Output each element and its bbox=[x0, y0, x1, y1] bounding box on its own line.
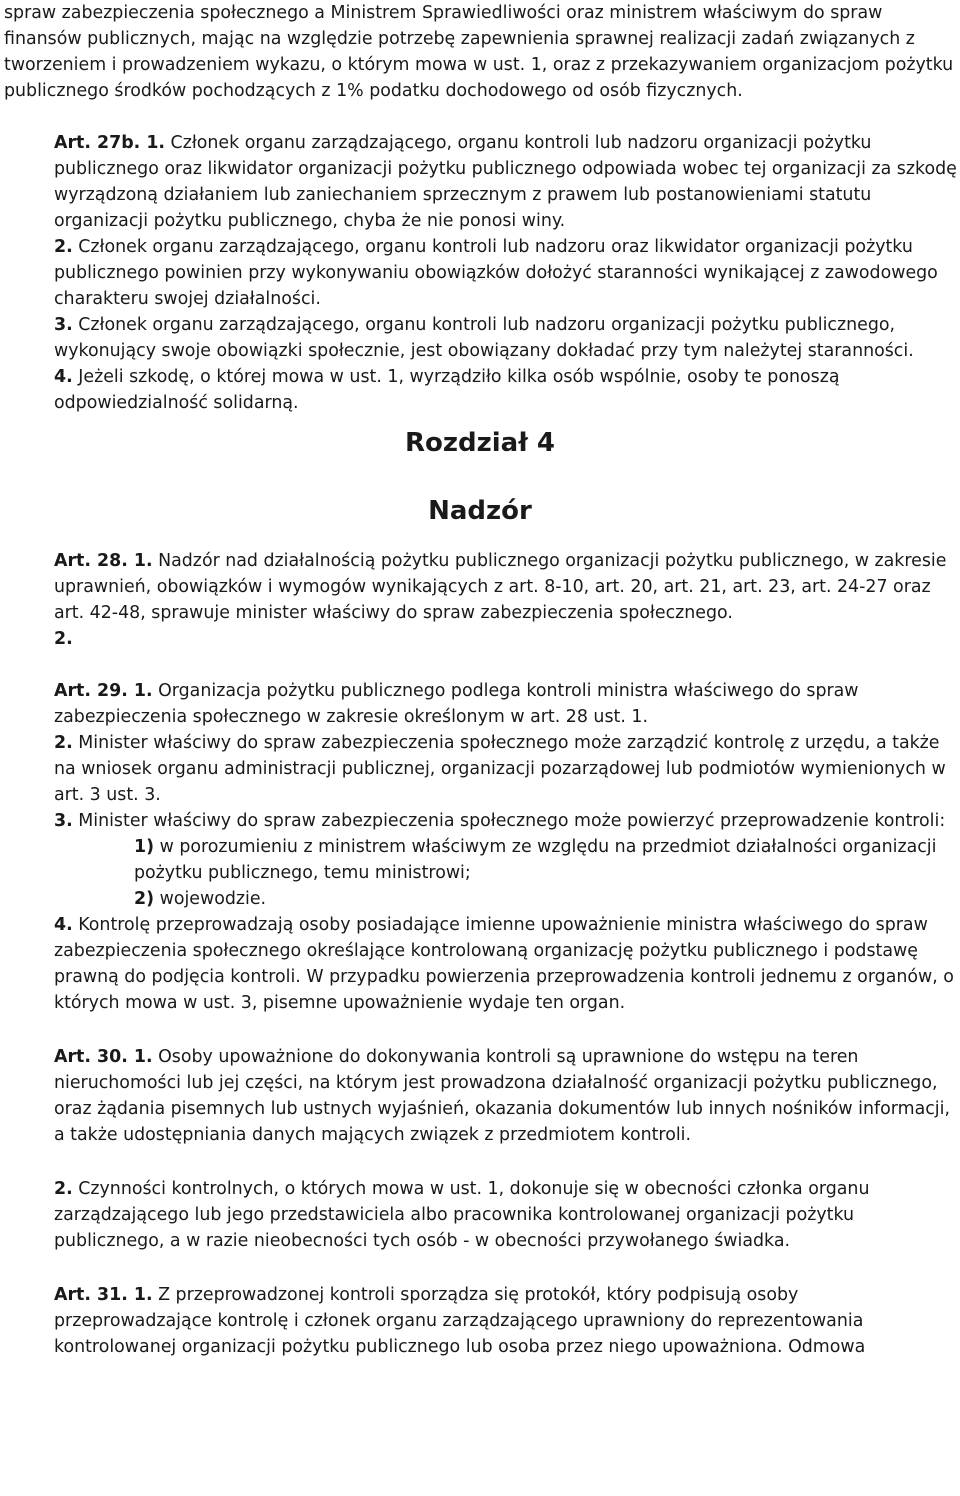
art29-item1-text: w porozumieniu z ministrem właściwym ze względu na przedmiot działalności organizacji pożytku publicznego, temu ministrowi; bbox=[134, 837, 937, 883]
art30-ust2-number: 2. bbox=[54, 1179, 73, 1199]
art30-ust1 bbox=[4, 1044, 960, 1148]
art30-ust2 bbox=[4, 1176, 960, 1254]
art29-item1-number: 1) bbox=[134, 837, 155, 857]
intro-paragraph: spraw zabezpieczenia społecznego a Ministrem Sprawiedliwości oraz ministrem właściwym do spraw finansów publicznych, mając na względzie potrzebę zapewnienia sprawnej realizacji zadań związanych z tworzeniem i prowadzeniem wykazu, o którym mowa w ust. 1, oraz z przekazywaniem organizacjom pożytku publicznego środków pochodzących z 1% podatku dochodowego od osób fizycznych. bbox=[4, 3, 954, 101]
art27b-ust2-text: Członek organu zarządzającego, organu kontroli lub nadzoru oraz likwidator organizacji pożytku publicznego powinien przy wykonywaniu obowiązków dołożyć staranności wynikającej z zawodowego charakteru swojej działalności. bbox=[54, 237, 938, 309]
art31-label: Art. 31. 1. bbox=[54, 1285, 153, 1305]
art28-label: Art. 28. 1. bbox=[54, 551, 153, 571]
chapter-number: Rozdział 4 bbox=[404, 428, 555, 458]
art28-ust1-text: Nadzór nad działalnością pożytku publicznego organizacji pożytku publicznego, w zakresie uprawnień, obowiązków i wymogów wynikających z art. 8-10, art. 20, art. 21, art. 23, art. 24-27 oraz art. 42-48, sprawuje minister właściwy do spraw zabezpieczenia społecznego. bbox=[54, 551, 947, 623]
art28-ust1 bbox=[4, 548, 960, 626]
art29-item2-number: 2) bbox=[134, 889, 155, 909]
art27b-ust2 bbox=[4, 234, 960, 312]
art29-ust1 bbox=[4, 678, 960, 730]
art29-ust4-text: Kontrolę przeprowadzają osoby posiadające imienne upoważnienie ministra właściwego do spraw zabezpieczenia społecznego określające kontrolowaną organizację pożytku publicznego i podstawę prawną do podjęcia kontroli. W przypadku powierzenia przeprowadzenia kontroli jednemu z organów, o których mowa w ust. 3, pisemne upoważnienie wydaje ten organ. bbox=[54, 915, 954, 1013]
art27b-ust3 bbox=[4, 312, 960, 364]
art29-label: Art. 29. 1. bbox=[54, 681, 153, 701]
art27b-ust3-text: Członek organu zarządzającego, organu kontroli lub nadzoru organizacji pożytku publicznego, wykonujący swoje obowiązki społecznie, jest obowiązany dokładać przy tym należytej staranności. bbox=[54, 315, 914, 361]
art29-ust3-text: Minister właściwy do spraw zabezpieczenia społecznego może powierzyć przeprowadzenie kontroli: bbox=[72, 811, 946, 831]
art31-ust1-text: Z przeprowadzonej kontroli sporządza się protokół, który podpisują osoby przeprowadzające kontrolę i członek organu zarządzającego uprawniony do reprezentowania kontrolowanej organizacji pożytku publicznego lub osoba przez niego upoważniona. Odmowa bbox=[54, 1285, 866, 1357]
art28-ust2 bbox=[4, 626, 960, 652]
art29-ust4 bbox=[4, 912, 960, 1016]
art27b-ust4-text: Jeżeli szkodę, o której mowa w ust. 1, wyrządziło kilka osób wspólnie, osoby te ponoszą odpowiedzialność solidarną. bbox=[54, 367, 840, 413]
art30-label: Art. 30. 1. bbox=[54, 1047, 153, 1067]
art27b-ust3-number: 3. bbox=[54, 315, 73, 335]
art29-ust2 bbox=[4, 730, 960, 808]
art27b-ust1-text: Członek organu zarządzającego, organu kontroli lub nadzoru organizacji pożytku publicznego oraz likwidator organizacji pożytku publicznego odpowiada wobec tej organizacji za szkodę wyrządzoną działaniem lub zaniechaniem sprzecznym z prawem lub postanowieniami statutu organizacji pożytku publicznego, chyba że nie ponosi winy. bbox=[54, 133, 957, 231]
art29-ust2-text: Minister właściwy do spraw zabezpieczenia społecznego może zarządzić kontrolę z urzędu, a także na wniosek organu administracji publicznej, organizacji pozarządowej lub podmiotów wymienionych w art. 3 ust. 3. bbox=[54, 733, 946, 805]
art29-ust3-item1 bbox=[4, 834, 960, 886]
chapter-title: Nadzór bbox=[428, 496, 532, 526]
art29-ust4-number: 4. bbox=[54, 915, 73, 935]
art27b-ust1 bbox=[4, 130, 960, 234]
art29-ust3-item2 bbox=[4, 886, 960, 912]
art29-item2-text: wojewodzie. bbox=[154, 889, 267, 909]
art29-ust1-text: Organizacja pożytku publicznego podlega kontroli ministra właściwego do spraw zabezpieczenia społecznego w zakresie określonym w art. 28 ust. 1. bbox=[54, 681, 859, 727]
art27b-label: Art. 27b. 1. bbox=[54, 133, 166, 153]
art30-ust2-text: Czynności kontrolnych, o których mowa w ust. 1, dokonuje się w obecności członka organu zarządzającego lub jego przedstawiciela albo pracownika kontrolowanej organizacji pożytku publicznego, a w razie nieobecności tych osób - w obecności przywołanego świadka. bbox=[54, 1179, 870, 1251]
art27b-ust4-number: 4. bbox=[54, 367, 73, 387]
art31-ust1 bbox=[4, 1282, 960, 1360]
art29-ust2-number: 2. bbox=[54, 733, 73, 753]
art28-ust2-number: 2. bbox=[54, 629, 73, 649]
art29-ust3 bbox=[4, 808, 960, 834]
art29-ust3-number: 3. bbox=[54, 811, 73, 831]
art27b-ust2-number: 2. bbox=[54, 237, 73, 257]
art27b-ust4 bbox=[4, 364, 960, 416]
art30-ust1-text: Osoby upoważnione do dokonywania kontroli są uprawnione do wstępu na teren nieruchomości lub jej części, na którym jest prowadzona działalność organizacji pożytku publicznego, oraz żądania pisemnych lub ustnych wyjaśnień, okazania dokumentów lub innych nośników informacji, a także udostępniania danych mających związek z przedmiotem kontroli. bbox=[54, 1047, 950, 1145]
